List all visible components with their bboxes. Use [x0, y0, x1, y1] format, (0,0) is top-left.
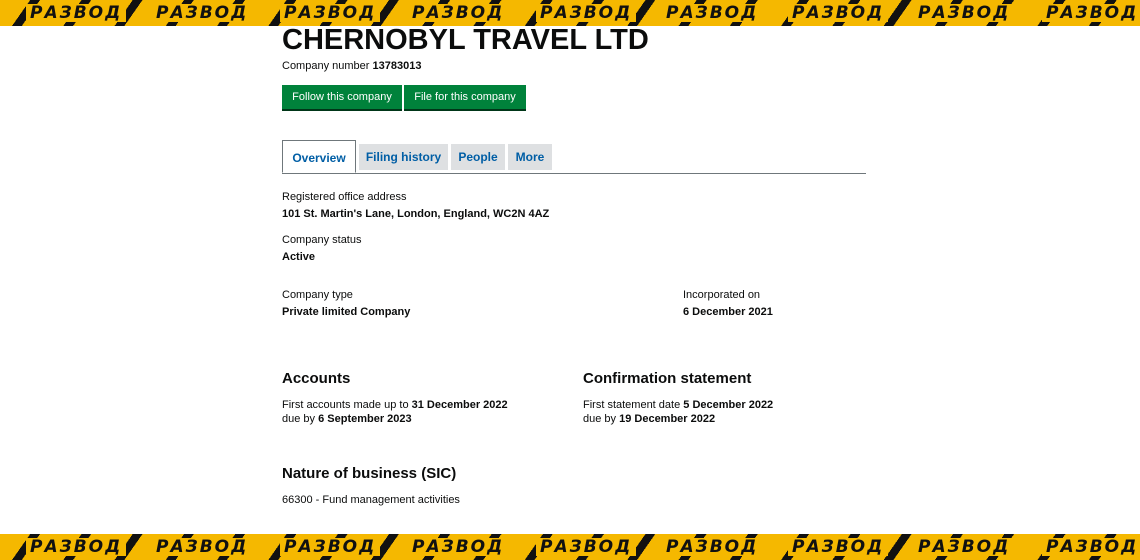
- company-status-label: Company status: [282, 234, 362, 246]
- banner-word: РАЗВОД: [152, 538, 252, 556]
- tab-people[interactable]: People: [451, 144, 505, 170]
- registered-address-label: Registered office address: [282, 191, 407, 203]
- banner-word: РАЗВОД: [408, 538, 508, 556]
- company-type-value: Private limited Company: [282, 306, 411, 318]
- confirmation-heading: Confirmation statement: [583, 370, 752, 387]
- banner-word: РАЗВОД: [914, 4, 1014, 22]
- banner-word: РАЗВОД: [408, 4, 508, 22]
- tabs-divider: [282, 173, 866, 174]
- confirmation-date-prefix: First statement date: [583, 399, 681, 411]
- banner-word: РАЗВОД: [152, 4, 252, 22]
- accounts-made-up-prefix: First accounts made up to: [282, 399, 409, 411]
- warning-tape-bottom: [0, 534, 1140, 560]
- follow-company-button[interactable]: Follow this company: [282, 85, 402, 109]
- sic-heading: Nature of business (SIC): [282, 465, 457, 482]
- banner-word: РАЗВОД: [788, 538, 888, 556]
- file-for-company-button[interactable]: File for this company: [404, 85, 526, 109]
- tab-overview[interactable]: Overview: [282, 140, 356, 173]
- confirmation-due-date: 19 December 2022: [619, 413, 716, 425]
- warning-tape-top: [0, 0, 1140, 26]
- confirmation-date: [583, 399, 773, 411]
- company-status-value: Active: [282, 251, 316, 263]
- sic-item: 66300 - Fund management activities: [282, 494, 460, 506]
- confirmation-due: [583, 413, 715, 425]
- accounts-made-up: [282, 399, 508, 411]
- company-type-label: Company type: [282, 289, 353, 301]
- banner-word: РАЗВОД: [662, 538, 762, 556]
- banner-word: РАЗВОД: [662, 4, 762, 22]
- banner-word: РАЗВОД: [26, 4, 126, 22]
- accounts-due-date: 6 September 2023: [318, 413, 412, 425]
- tab-filing-history[interactable]: Filing history: [359, 144, 448, 170]
- banner-word: РАЗВОД: [280, 4, 380, 22]
- tab-more[interactable]: More: [508, 144, 552, 170]
- banner-word: РАЗВОД: [1042, 4, 1140, 22]
- banner-word: РАЗВОД: [914, 538, 1014, 556]
- company-number-value: 13783013: [372, 60, 422, 72]
- registered-address-value: 101 St. Martin's Lane, London, England, WC2N 4AZ: [282, 208, 550, 220]
- banner-word: РАЗВОД: [536, 538, 636, 556]
- banner-word: РАЗВОД: [280, 538, 380, 556]
- accounts-due-prefix: due by: [282, 413, 316, 425]
- confirmation-date-value: 5 December 2022: [683, 399, 774, 411]
- accounts-made-up-date: 31 December 2022: [411, 399, 508, 411]
- page-title: CHERNOBYL TRAVEL LTD: [282, 24, 649, 56]
- accounts-heading: Accounts: [282, 370, 351, 387]
- confirmation-due-prefix: due by: [583, 413, 617, 425]
- incorporated-value: 6 December 2021: [683, 306, 773, 318]
- incorporated-label: Incorporated on: [683, 289, 761, 301]
- accounts-due: [282, 413, 412, 425]
- banner-word: РАЗВОД: [788, 4, 888, 22]
- company-number: [282, 60, 421, 72]
- banner-word: РАЗВОД: [26, 538, 126, 556]
- banner-word: РАЗВОД: [536, 4, 636, 22]
- banner-word: РАЗВОД: [1042, 538, 1140, 556]
- company-number-label: Company number: [282, 60, 370, 72]
